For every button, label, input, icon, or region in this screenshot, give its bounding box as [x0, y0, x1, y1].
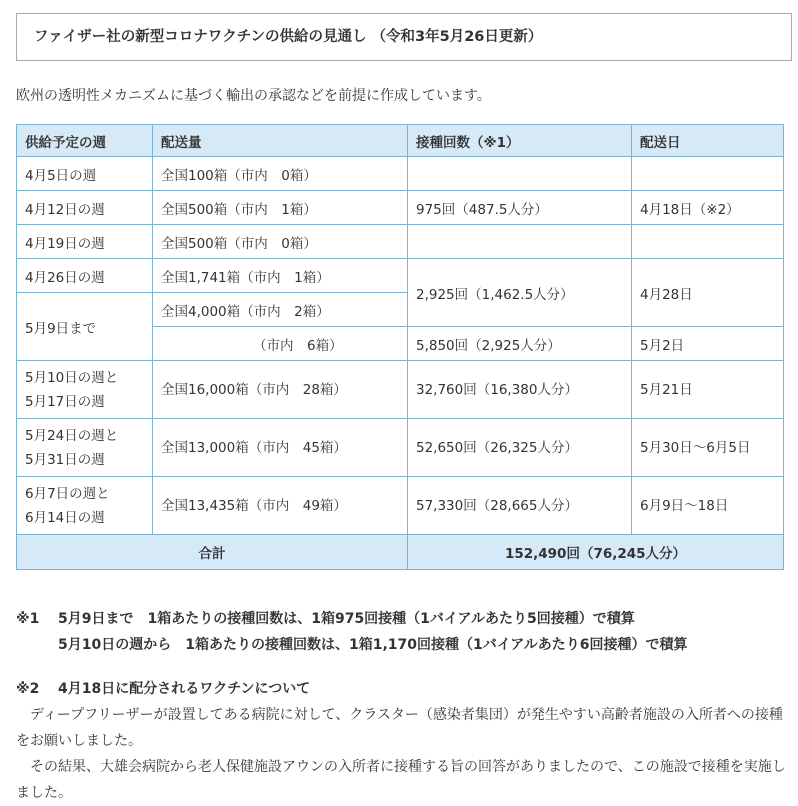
cell-week: 5月10日の週と 5月17日の週 [17, 361, 153, 419]
cell-date: 4月28日 [632, 259, 784, 327]
table-row [17, 259, 784, 293]
cell-date: 6月9日～18日 [632, 477, 784, 535]
table-row [17, 191, 784, 225]
vaccine-supply-table [16, 124, 784, 570]
cell-amount: （市内 6箱） [153, 327, 408, 361]
cell-week: 6月7日の週と 6月14日の週 [17, 477, 153, 535]
header-date: 配送日 [632, 125, 784, 157]
cell-doses [408, 225, 632, 259]
table-row [17, 225, 784, 259]
cell-doses [408, 157, 632, 191]
cell-week: 4月19日の週 [17, 225, 153, 259]
header-doses: 接種回数（※1） [408, 125, 632, 157]
note1-line2 [16, 632, 786, 658]
cell-date [632, 157, 784, 191]
cell-date: 5月30日～6月5日 [632, 419, 784, 477]
note2-mark: ※2 [16, 681, 40, 697]
table-row [17, 419, 784, 477]
cell-doses: 32,760回（16,380人分） [408, 361, 632, 419]
cell-doses: 2,925回（1,462.5人分） [408, 259, 632, 327]
cell-doses: 52,650回（26,325人分） [408, 419, 632, 477]
cell-date: 4月18日（※2） [632, 191, 784, 225]
note1-text2: 5月10日の週から 1箱あたりの接種回数は、1箱1,170回接種（1バイアルあたり6回接種）で積算 [58, 637, 688, 653]
cell-amount: 全国13,435箱（市内 49箱） [153, 477, 408, 535]
note2-heading [16, 676, 786, 702]
header-amount: 配送量 [153, 125, 408, 157]
cell-amount: 全国16,000箱（市内 28箱） [153, 361, 408, 419]
cell-amount: 全国500箱（市内 1箱） [153, 191, 408, 225]
cell-week: 4月5日の週 [17, 157, 153, 191]
header-week: 供給予定の週 [17, 125, 153, 157]
notes-section [16, 606, 786, 806]
cell-date [632, 225, 784, 259]
intro-text: 欧州の透明性メカニズムに基づく輸出の承認などを前提に作成しています。 [16, 88, 491, 104]
cell-amount: 全国100箱（市内 0箱） [153, 157, 408, 191]
note1-mark: ※1 [16, 611, 40, 627]
table-row [17, 477, 784, 535]
cell-week: 4月26日の週 [17, 259, 153, 293]
cell-week: 5月9日まで [17, 293, 153, 361]
cell-date: 5月21日 [632, 361, 784, 419]
cell-doses: 5,850回（2,925人分） [408, 327, 632, 361]
cell-amount: 全国4,000箱（市内 2箱） [153, 293, 408, 327]
table-row [17, 361, 784, 419]
total-value: 152,490回（76,245人分） [408, 535, 784, 570]
cell-amount: 全国500箱（市内 0箱） [153, 225, 408, 259]
cell-date: 5月2日 [632, 327, 784, 361]
note1-line1 [16, 606, 786, 632]
note2-title: 4月18日に配分されるワクチンについて [58, 681, 311, 697]
total-label: 合計 [17, 535, 408, 570]
page-title: ファイザー社の新型コロナワクチンの供給の見通し （令和3年5月26日更新） [16, 13, 792, 61]
cell-amount: 全国13,000箱（市内 45箱） [153, 419, 408, 477]
total-row [17, 535, 784, 570]
table-header-row [17, 125, 784, 157]
table-row [17, 157, 784, 191]
cell-doses: 975回（487.5人分） [408, 191, 632, 225]
note2-paragraph-1: ディープフリーザーが設置してある病院に対して、クラスター（感染者集団）が発生やすい高齢者施設の入所者への接種をお願いしました。 [16, 707, 783, 749]
cell-amount: 全国1,741箱（市内 1箱） [153, 259, 408, 293]
cell-doses: 57,330回（28,665人分） [408, 477, 632, 535]
cell-week: 4月12日の週 [17, 191, 153, 225]
note1-text1: 5月9日まで 1箱あたりの接種回数は、1箱975回接種（1バイアルあたり5回接種）で積算 [58, 611, 635, 627]
cell-week: 5月24日の週と 5月31日の週 [17, 419, 153, 477]
note2-paragraph-2: その結果、大雄会病院から老人保健施設アウンの入所者に接種する旨の回答がありましたので、この施設で接種を実施しました。 [16, 759, 786, 801]
